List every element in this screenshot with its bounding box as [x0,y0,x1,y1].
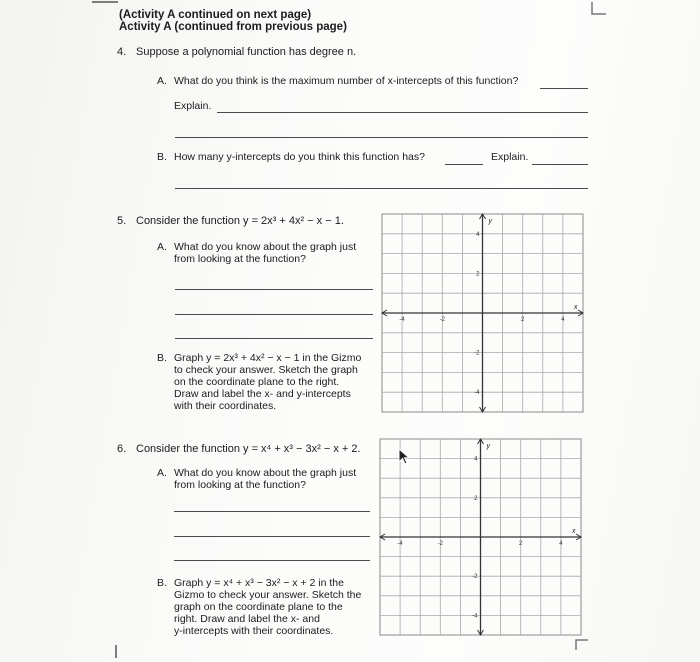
x-tick-label: -2 [437,541,443,547]
x-tick-label: 4 [561,317,565,323]
mouse-cursor-icon [398,448,412,466]
q6a-line-2: from looking at the function? [174,479,306,491]
q6b-line-4: right. Draw and label the x- and [174,613,320,625]
q5b-line-2: to check your answer. Sketch the graph [174,364,358,376]
y-tick-label: -2 [474,350,480,357]
y-axis-label: y [488,218,492,225]
q4b-explain-line-2[interactable] [175,188,588,189]
q6a-letter: A. [157,467,167,479]
q5-prompt: Consider the function y = 2x³ + 4x² − x − 1. [136,215,344,227]
q6b-line-5: y-intercepts with their coordinates. [174,625,334,637]
q6a-answer-line-2[interactable] [174,536,370,537]
q5b-line-4: Draw and label the x- and y-intercepts [174,388,351,400]
q5b-line-5: with their coordinates. [174,400,277,412]
x-axis-label: x [572,528,576,535]
y-tick-label: -4 [472,613,478,620]
q4b-explain-line-1[interactable] [532,164,588,165]
q4a-explain-line-1[interactable] [217,112,588,113]
q4b-text: How many y-intercepts do you think this function has? [174,151,425,163]
y-tick-label: 2 [474,495,478,502]
q4b-explain-label: Explain. [491,151,529,163]
q6a-answer-line-1[interactable] [174,511,370,512]
x-tick-label: -2 [439,317,445,323]
q4a-explain-line-2[interactable] [175,137,588,138]
q4b-answer-line[interactable] [445,164,483,165]
x-axis-label: x [574,304,578,311]
q5-number: 5. [117,215,127,227]
x-tick-label: 2 [519,541,523,547]
q5a-letter: A. [157,241,167,253]
q6-number: 6. [117,443,127,455]
q5a-answer-line-3[interactable] [175,338,373,339]
x-tick-label: -4 [397,541,403,547]
coordinate-plane-2[interactable] [378,437,583,637]
activity-title: Activity A (continued from previous page) [119,21,347,33]
x-tick-label: 2 [521,317,525,323]
x-tick-label: -4 [399,317,405,323]
y-tick-label: 4 [474,456,478,463]
q6b-letter: B. [157,577,167,589]
q4-number: 4. [117,46,127,58]
q4a-explain-label: Explain. [174,100,212,112]
q4a-answer-line[interactable] [540,88,588,89]
q4b-letter: B. [157,151,167,163]
y-tick-label: -4 [474,390,480,397]
continued-note: (Activity A continued on next page) [119,9,312,21]
q5a-answer-line-1[interactable] [175,289,373,290]
coordinate-plane-1[interactable] [380,212,585,414]
q5a-line-1: What do you know about the graph just [174,241,357,253]
y-tick-label: -2 [472,574,478,581]
q5b-line-1: Graph y = 2x³ + 4x² − x − 1 in the Gizmo [174,352,362,364]
q4a-letter: A. [157,75,167,87]
q6b-line-2: Gizmo to check your answer. Sketch the [174,589,362,601]
q6a-line-1: What do you know about the graph just [174,467,357,479]
q5b-line-3: on the coordinate plane to the right. [174,376,340,388]
q6b-line-3: graph on the coordinate plane to the [174,601,343,613]
q5a-line-2: from looking at the function? [174,253,306,265]
x-tick-label: 4 [559,541,563,547]
q5b-letter: B. [157,352,167,364]
y-tick-label: 2 [476,271,480,278]
q6b-line-1: Graph y = x⁴ + x³ − 3x² − x + 2 in the [174,577,344,589]
q5a-answer-line-2[interactable] [175,314,373,315]
y-axis-label: y [486,443,490,450]
q6a-answer-line-3[interactable] [174,560,370,561]
q4a-text: What do you think is the maximum number of x-intercepts of this function? [174,75,519,87]
q6-prompt: Consider the function y = x⁴ + x³ − 3x² − x + 2. [136,443,361,455]
y-tick-label: 4 [476,231,480,238]
q4-prompt: Suppose a polynomial function has degree n. [136,46,357,58]
